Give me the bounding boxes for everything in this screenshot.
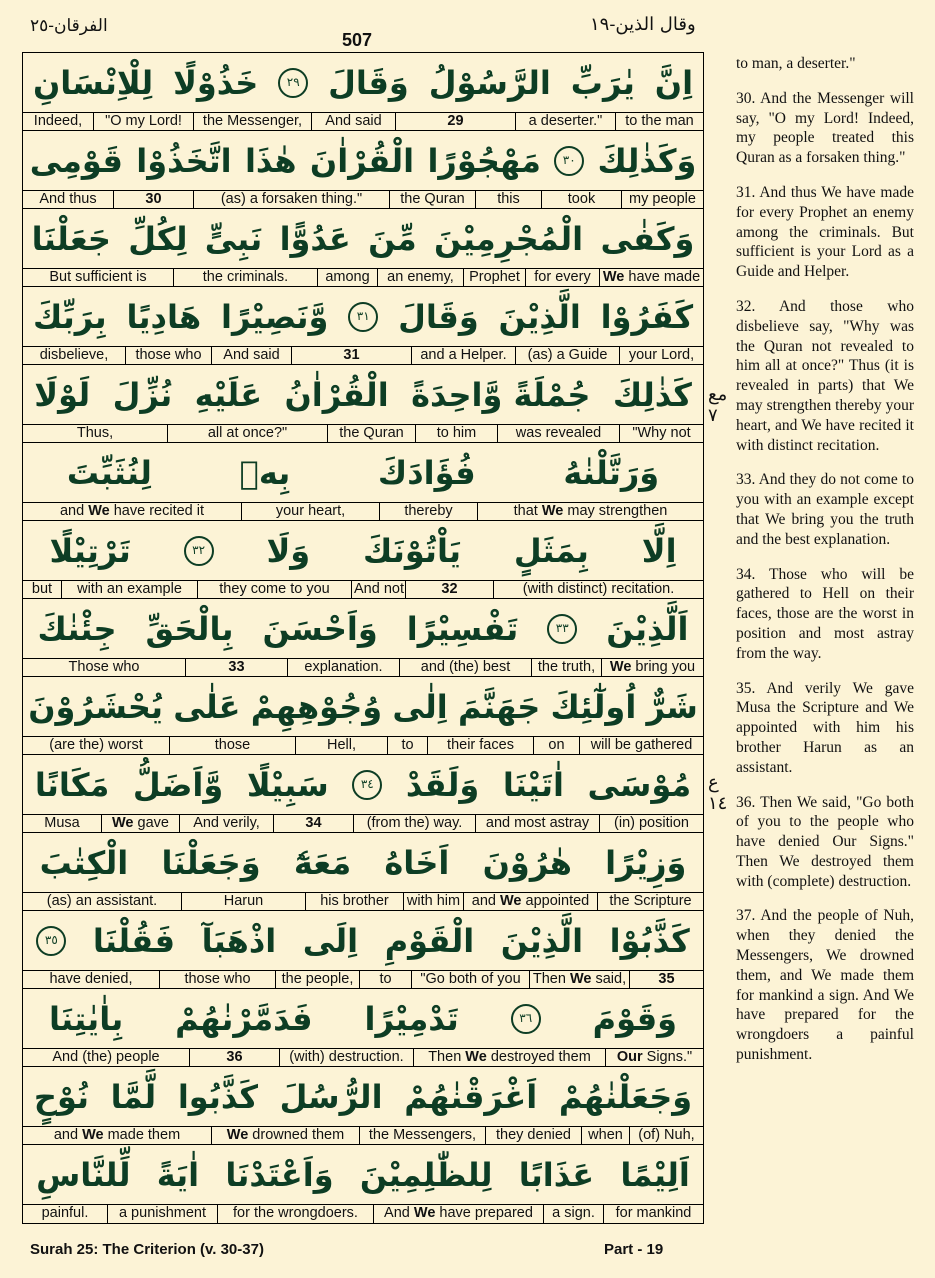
gloss-emphasis: We	[569, 971, 592, 987]
gloss-cell: when	[581, 1127, 629, 1145]
gloss-cell: and (the) best	[399, 659, 531, 677]
translation-continuation: to man, a deserter."	[736, 55, 856, 72]
arabic-text-row	[23, 1067, 703, 1126]
grid-line	[23, 53, 703, 131]
arabic-word: قَوْمِى	[29, 141, 123, 180]
gloss-cell: (with distinct) recitation.	[493, 581, 703, 599]
arabic-word: لِكُلِّ	[128, 219, 188, 258]
gloss-cell: the truth,	[531, 659, 601, 677]
gloss-cell: they denied	[485, 1127, 581, 1145]
gloss-emphasis: We	[82, 1127, 104, 1143]
grid-line	[23, 131, 703, 209]
arabic-word: نَبِىٍّ	[204, 219, 263, 258]
arabic-text-row	[23, 677, 703, 736]
arabic-word: بِمَثَلٍ	[513, 531, 589, 570]
arabic-text-row	[23, 287, 703, 346]
gloss-cell: (from the) way.	[353, 815, 475, 833]
verse-number-cell: 34	[273, 815, 353, 833]
arabic-word: الرُّسُلَ	[279, 1077, 383, 1116]
gloss-cell	[601, 659, 703, 677]
translation-verse: 37. And the people of Nuh, when they denied the Messengers, We drowned them, and We made them for mankind a sign. And We have prepared for the wrongdoers a painful punishment.	[736, 907, 914, 1064]
verse-number-marker: ٢٩	[278, 68, 308, 98]
gloss-cell: And verily,	[179, 815, 273, 833]
grid-line	[23, 677, 703, 755]
english-gloss-row	[23, 658, 703, 677]
arabic-text-row	[23, 755, 703, 814]
gloss-cell	[101, 815, 179, 833]
arabic-word: وَكَفٰى	[600, 219, 695, 258]
gloss-cell: those who	[159, 971, 275, 989]
arabic-text-row	[23, 599, 703, 658]
arabic-word: مَعَهٗٓ	[293, 843, 352, 882]
arabic-word: يٰرَبِّ	[570, 63, 635, 102]
header-juz-name-arabic: وقال الذين-١٩	[590, 14, 696, 35]
gloss-cell: Hell,	[295, 737, 387, 755]
arabic-word: هٰرُوْنَ	[482, 843, 572, 882]
gloss-cell: "Go both of you	[411, 971, 529, 989]
arabic-word: بِاٰيٰتِنَا	[49, 999, 124, 1038]
arabic-word: تَرْتِيْلًا	[49, 531, 131, 570]
english-gloss-row	[23, 892, 703, 911]
gloss-cell: Indeed,	[33, 113, 83, 129]
arabic-text-row	[23, 53, 703, 112]
arabic-word: اِلٰى	[392, 687, 448, 726]
gloss-cell: an enemy,	[377, 269, 463, 287]
gloss-cell	[211, 1127, 359, 1145]
arabic-word: الرَّسُوْلُ	[428, 63, 551, 102]
gloss-cell: his brother	[305, 893, 403, 911]
gloss-cell: And said	[311, 113, 395, 131]
gloss-cell: among	[317, 269, 377, 287]
gloss-cell: to	[387, 737, 427, 755]
gloss-text: have recited it	[109, 503, 205, 519]
gloss-text: gave	[133, 815, 169, 831]
gloss-emphasis: We	[609, 659, 632, 675]
grid-line	[23, 1145, 703, 1223]
english-gloss-row	[23, 112, 703, 131]
gloss-cell: have denied,	[49, 971, 133, 987]
arabic-word: هٰذَا	[244, 141, 297, 180]
gloss-text: Then	[532, 971, 570, 987]
arabic-word: كَذَّبُوا	[177, 1077, 258, 1116]
gloss-cell: to the man	[615, 113, 703, 131]
gloss-cell	[477, 503, 703, 521]
arabic-word: وَاَعْتَدْنَا	[225, 1155, 334, 1194]
english-gloss-row	[23, 346, 703, 365]
gloss-cell: But sufficient is	[49, 269, 147, 285]
gloss-cell: for every	[525, 269, 599, 287]
english-gloss-row	[23, 1048, 703, 1067]
gloss-cell: (in) position	[599, 815, 703, 833]
gloss-cell: And not	[351, 581, 405, 599]
gloss-text: and	[471, 893, 500, 909]
english-gloss-row	[23, 580, 703, 599]
gloss-cell: this	[475, 191, 541, 209]
verse-number-marker: ٣١	[348, 302, 378, 332]
arabic-word: اتَّخَذُوْا	[136, 141, 232, 180]
arabic-word: جُمْلَةً وَّاحِدَةً	[411, 375, 591, 414]
arabic-text-row	[23, 911, 703, 970]
arabic-word: جِئْنٰكَ	[37, 609, 117, 648]
gloss-cell: painful.	[41, 1205, 89, 1221]
english-gloss-row	[23, 424, 703, 443]
arabic-word: فَقُلْنَا	[92, 921, 176, 960]
footer-surah-title: Surah 25: The Criterion (v. 30-37)	[30, 1241, 264, 1258]
arabic-word: اَغْرَقْنٰهُمْ	[404, 1077, 538, 1116]
arabic-word: يُحْشَرُوْنَ	[28, 687, 163, 726]
arabic-word: وَّنَصِيْرًا	[221, 297, 329, 336]
arabic-word: وَقَالَ	[398, 297, 479, 336]
gloss-cell: the Quran	[389, 191, 475, 209]
verse-number-cell: 36	[189, 1049, 279, 1067]
gloss-cell: a sign.	[543, 1205, 603, 1223]
arabic-word: كَذٰلِكَ	[612, 375, 692, 414]
arabic-word: اَلَّذِيْنَ	[606, 609, 689, 648]
arabic-word: وَقَالَ	[328, 63, 409, 102]
grid-line	[23, 755, 703, 833]
gloss-cell: my people	[621, 191, 703, 209]
arabic-word: جَهَنَّمَ	[457, 687, 541, 726]
english-gloss-row	[23, 1204, 703, 1223]
arabic-word: تَدْمِيْرًا	[364, 999, 459, 1038]
english-gloss-row	[23, 1126, 703, 1145]
arabic-text-row	[23, 365, 703, 424]
arabic-word: لِّلنَّاسِ	[36, 1155, 131, 1194]
gloss-emphasis: We	[112, 815, 134, 831]
gloss-emphasis: Our	[616, 1049, 643, 1065]
gloss-cell: was revealed	[497, 425, 619, 443]
gloss-cell	[529, 971, 629, 989]
gloss-cell: the people,	[275, 971, 359, 989]
translation-verse: 32. And those who disbelieve say, "Why was the Quran not revealed to him all at once?" Thus (it is revealed in parts) that We may strengthen thereby your heart, and We have recited it with distinct recitation.	[736, 297, 914, 454]
grid-line	[23, 209, 703, 287]
gloss-text: Signs."	[642, 1049, 693, 1065]
gloss-cell: to	[359, 971, 411, 989]
translation-verse: 34. Those who will be gathered to Hell on their faces, those are the worst in position and most astray from the way.	[736, 565, 914, 662]
grid-line	[23, 365, 703, 443]
arabic-word: لَوْلَا	[34, 375, 91, 414]
arabic-word: شَرٌّ	[646, 687, 698, 726]
gloss-text: and	[53, 1127, 83, 1143]
grid-line	[23, 287, 703, 365]
ruku-marker: مع ٧	[708, 384, 728, 426]
gloss-cell	[373, 1205, 543, 1223]
arabic-word: خَذُوْلًا	[173, 63, 259, 102]
gloss-cell: (of) Nuh,	[629, 1127, 703, 1145]
gloss-cell: they come to you	[197, 581, 351, 599]
arabic-word: اٰيَةً	[156, 1155, 200, 1194]
arabic-word: فُؤَادَكَ	[377, 453, 476, 492]
arabic-word: لِلْاِنْسَانِ	[32, 63, 154, 102]
arabic-word: اَخَاهُ	[384, 843, 450, 882]
gloss-cell: will be gathered	[579, 737, 703, 755]
arabic-word: يَاْتُوْنَكَ	[363, 531, 461, 570]
gloss-text: made them	[103, 1127, 181, 1143]
gloss-cell: to him	[415, 425, 497, 443]
arabic-word: لِنُثَبِّتَ	[66, 453, 152, 492]
arabic-text-row	[23, 209, 703, 268]
verse-number-marker: ٣٣	[547, 614, 577, 644]
arabic-word: تَفْسِيْرًا	[406, 609, 519, 648]
english-gloss-row	[23, 736, 703, 755]
arabic-word: جَعَلْنَا	[31, 219, 111, 258]
gloss-cell	[605, 1049, 703, 1067]
gloss-cell: those who	[125, 347, 211, 365]
verse-number-marker: ٣٤	[352, 770, 382, 800]
gloss-cell: the criminals.	[173, 269, 317, 287]
gloss-cell: took	[541, 191, 621, 209]
arabic-word: اذْهَبَآ	[201, 921, 277, 960]
gloss-cell: for the wrongdoers.	[217, 1205, 373, 1223]
arabic-word: وَجَعَلْنٰهُمْ	[558, 1077, 693, 1116]
arabic-word: كَذَّبُوْا	[609, 921, 690, 960]
gloss-emphasis: We	[88, 503, 110, 519]
english-gloss-row	[23, 970, 703, 989]
arabic-word: اِنَّ	[654, 63, 694, 102]
translation-verse: 30. And the Messenger will say, "O my Lord! Indeed, my people treated this Quran as a forsaken thing."	[736, 89, 914, 167]
arabic-word: وَلَا	[266, 531, 311, 570]
arabic-word: اِلَى	[302, 921, 359, 960]
gloss-emphasis: We	[500, 893, 522, 909]
arabic-word: فَدَمَّرْنٰهُمْ	[175, 999, 313, 1038]
verse-number-cell: 31	[291, 347, 411, 365]
gloss-text: bring you	[631, 659, 696, 675]
arabic-word: عَلٰى	[173, 687, 241, 726]
gloss-emphasis: We	[602, 269, 625, 285]
arabic-word: بِرَبِّكَ	[32, 297, 107, 336]
gloss-cell	[413, 1049, 605, 1067]
arabic-word: وُجُوْهِهِمْ	[250, 687, 383, 726]
gloss-cell: but	[31, 581, 53, 597]
gloss-cell	[23, 503, 241, 521]
arabic-word: اُولٰٓئِكَ	[550, 687, 637, 726]
translation-verse: 36. Then We said, "Go both of you to the people who have denied Our Signs." Then We destroyed them with (complete) destruction.	[736, 793, 914, 890]
gloss-cell	[599, 269, 703, 287]
grid-line	[23, 599, 703, 677]
gloss-cell: (with) destruction.	[279, 1049, 413, 1067]
gloss-emphasis: We	[465, 1049, 487, 1065]
gloss-text: And	[384, 1205, 414, 1221]
arabic-word: عَذَابًا	[518, 1155, 595, 1194]
arabic-word: لَّمَّا	[110, 1077, 157, 1116]
gloss-text: have made	[624, 269, 701, 285]
grid-line	[23, 833, 703, 911]
arabic-word: الْقَوْمِ	[384, 921, 475, 960]
page-number: 507	[342, 30, 373, 50]
gloss-cell: (as) an assistant.	[46, 893, 158, 909]
translation-column	[736, 54, 914, 1080]
footer-part-number: Part - 19	[604, 1241, 664, 1258]
gloss-text: may strengthen	[563, 503, 668, 519]
header-surah-name-arabic: الفرقان-٢٥	[30, 16, 108, 36]
verse-number-marker: ٣٠	[554, 146, 584, 176]
arabic-word: وَقَوْمَ	[592, 999, 678, 1038]
gloss-cell: Thus,	[76, 425, 114, 441]
arabic-word: بِالْحَقِّ	[145, 609, 234, 648]
gloss-cell: Musa	[44, 815, 80, 831]
gloss-cell: for mankind	[603, 1205, 703, 1223]
gloss-cell: (are the) worst	[49, 737, 143, 753]
gloss-cell: their faces	[427, 737, 533, 755]
arabic-word: الْمُجْرِمِيْنَ	[434, 219, 584, 258]
gloss-cell: with an example	[61, 581, 197, 599]
arabic-word: اَلِيْمًا	[620, 1155, 690, 1194]
arabic-word: نُوْحٍ	[33, 1077, 90, 1116]
gloss-cell: all at once?"	[167, 425, 327, 443]
arabic-word: وَكَذٰلِكَ	[597, 141, 697, 180]
arabic-word: مَكَانًا	[34, 765, 110, 804]
grid-line	[23, 989, 703, 1067]
gloss-text: drowned them	[248, 1127, 345, 1143]
arabic-text-row	[23, 989, 703, 1048]
translation-verse: 33. And they do not come to you with an example except that We bring you the truth and the best explanation.	[736, 471, 914, 548]
gloss-text: and	[59, 503, 89, 519]
verse-number-marker: ٣٢	[184, 536, 214, 566]
gloss-cell: and most astray	[475, 815, 599, 833]
arabic-text-row	[23, 443, 703, 502]
arabic-text-row	[23, 521, 703, 580]
gloss-cell: those	[169, 737, 295, 755]
arabic-word: مُوْسَى	[587, 765, 692, 804]
arabic-word: سَبِيْلًا	[246, 765, 329, 804]
arabic-word: عَلَيْهِ	[194, 375, 263, 414]
gloss-cell: "Why not	[619, 425, 703, 443]
verse-number-cell: 29	[395, 113, 515, 131]
gloss-cell: "O my Lord!	[93, 113, 193, 131]
translation-verse: 35. And verily We gave Musa the Scripture and We appointed with him his brother Harun as an assistant.	[736, 679, 914, 776]
arabic-word: الَّذِيْنَ	[498, 297, 581, 336]
english-gloss-row	[23, 814, 703, 833]
gloss-cell: And thus	[39, 191, 97, 207]
arabic-word: بِهٖ	[239, 453, 291, 492]
gloss-cell: on	[533, 737, 579, 755]
gloss-emphasis: We	[541, 503, 564, 519]
gloss-cell: with him	[403, 893, 463, 911]
arabic-word: الْكِتٰبَ	[39, 843, 129, 882]
gloss-cell: (as) a Guide	[515, 347, 619, 365]
gloss-text: destroyed them	[486, 1049, 591, 1065]
verse-number-marker: ٣٦	[511, 1004, 541, 1034]
arabic-word: مَهْجُوْرًا	[427, 141, 541, 180]
arabic-word: مِّنَ	[368, 219, 417, 258]
gloss-cell: Harun	[181, 893, 305, 911]
grid-line	[23, 1067, 703, 1145]
gloss-cell: And (the) people	[52, 1049, 160, 1065]
arabic-word: وَزِيْرًا	[605, 843, 687, 882]
gloss-cell: the Scripture	[597, 893, 703, 911]
gloss-cell: Prophet	[463, 269, 525, 287]
arabic-word: الْقُرْاٰنَ	[309, 141, 415, 180]
arabic-word: وَاَحْسَنَ	[262, 609, 378, 648]
verse-number-cell: 33	[185, 659, 287, 677]
ruku-marker: ع ١٤	[708, 772, 728, 814]
gloss-text: have prepared	[435, 1205, 533, 1221]
english-gloss-row	[23, 268, 703, 287]
gloss-cell: disbelieve,	[39, 347, 109, 363]
gloss-cell: thereby	[379, 503, 477, 521]
word-by-word-grid	[22, 52, 704, 1224]
arabic-word: لِلظّٰلِمِيْنَ	[359, 1155, 493, 1194]
english-gloss-row	[23, 190, 703, 209]
verse-number-cell: 32	[405, 581, 493, 599]
arabic-word: اِلَّا	[641, 531, 677, 570]
grid-line	[23, 521, 703, 599]
grid-line	[23, 443, 703, 521]
arabic-word: وَّاَضَلُّ	[132, 765, 224, 804]
arabic-word: نُزِّلَ	[112, 375, 173, 414]
arabic-word: الَّذِيْنَ	[500, 921, 584, 960]
gloss-cell: and a Helper.	[411, 347, 515, 365]
arabic-word: وَجَعَلْنَا	[161, 843, 261, 882]
arabic-text-row	[23, 131, 703, 190]
grid-line	[23, 911, 703, 989]
arabic-word: وَلَقَدْ	[405, 765, 480, 804]
gloss-cell: the Messengers,	[359, 1127, 485, 1145]
gloss-cell: Those who	[68, 659, 140, 675]
gloss-text: said,	[591, 971, 627, 987]
gloss-text: Then	[428, 1049, 466, 1065]
arabic-text-row	[23, 1145, 703, 1204]
arabic-word: هَادِيًا	[126, 297, 202, 336]
gloss-emphasis: We	[413, 1205, 436, 1221]
gloss-cell: your heart,	[241, 503, 379, 521]
arabic-word: عَدُوًّا	[279, 219, 351, 258]
arabic-word: وَرَتَّلْنٰهُ	[563, 453, 660, 492]
gloss-cell	[463, 893, 597, 911]
gloss-cell: (as) a forsaken thing."	[193, 191, 389, 209]
gloss-cell: your Lord,	[619, 347, 703, 365]
english-gloss-row	[23, 502, 703, 521]
gloss-text: that	[513, 503, 542, 519]
translation-verse: 31. And thus We have made for every Prophet an enemy among the criminals. But sufficient is your Lord as a Guide and Helper.	[736, 183, 914, 281]
gloss-text: appointed	[521, 893, 590, 909]
arabic-word: كَفَرُوْا	[600, 297, 694, 336]
arabic-word: الْقُرْاٰنُ	[284, 375, 389, 414]
verse-number-cell: 30	[113, 191, 193, 209]
arabic-word: اٰتَيْنَا	[502, 765, 564, 804]
gloss-cell: a deserter."	[515, 113, 615, 131]
gloss-cell: the Messenger,	[193, 113, 311, 131]
gloss-cell: a punishment	[107, 1205, 217, 1223]
side-markers	[706, 52, 728, 1224]
gloss-emphasis: We	[226, 1127, 249, 1143]
verse-number-cell: 35	[629, 971, 703, 989]
gloss-cell: the Quran	[327, 425, 415, 443]
gloss-cell	[23, 1127, 211, 1145]
verse-number-marker: ٣٥	[36, 926, 66, 956]
gloss-cell: explanation.	[287, 659, 399, 677]
gloss-cell: And said	[211, 347, 291, 365]
arabic-text-row	[23, 833, 703, 892]
